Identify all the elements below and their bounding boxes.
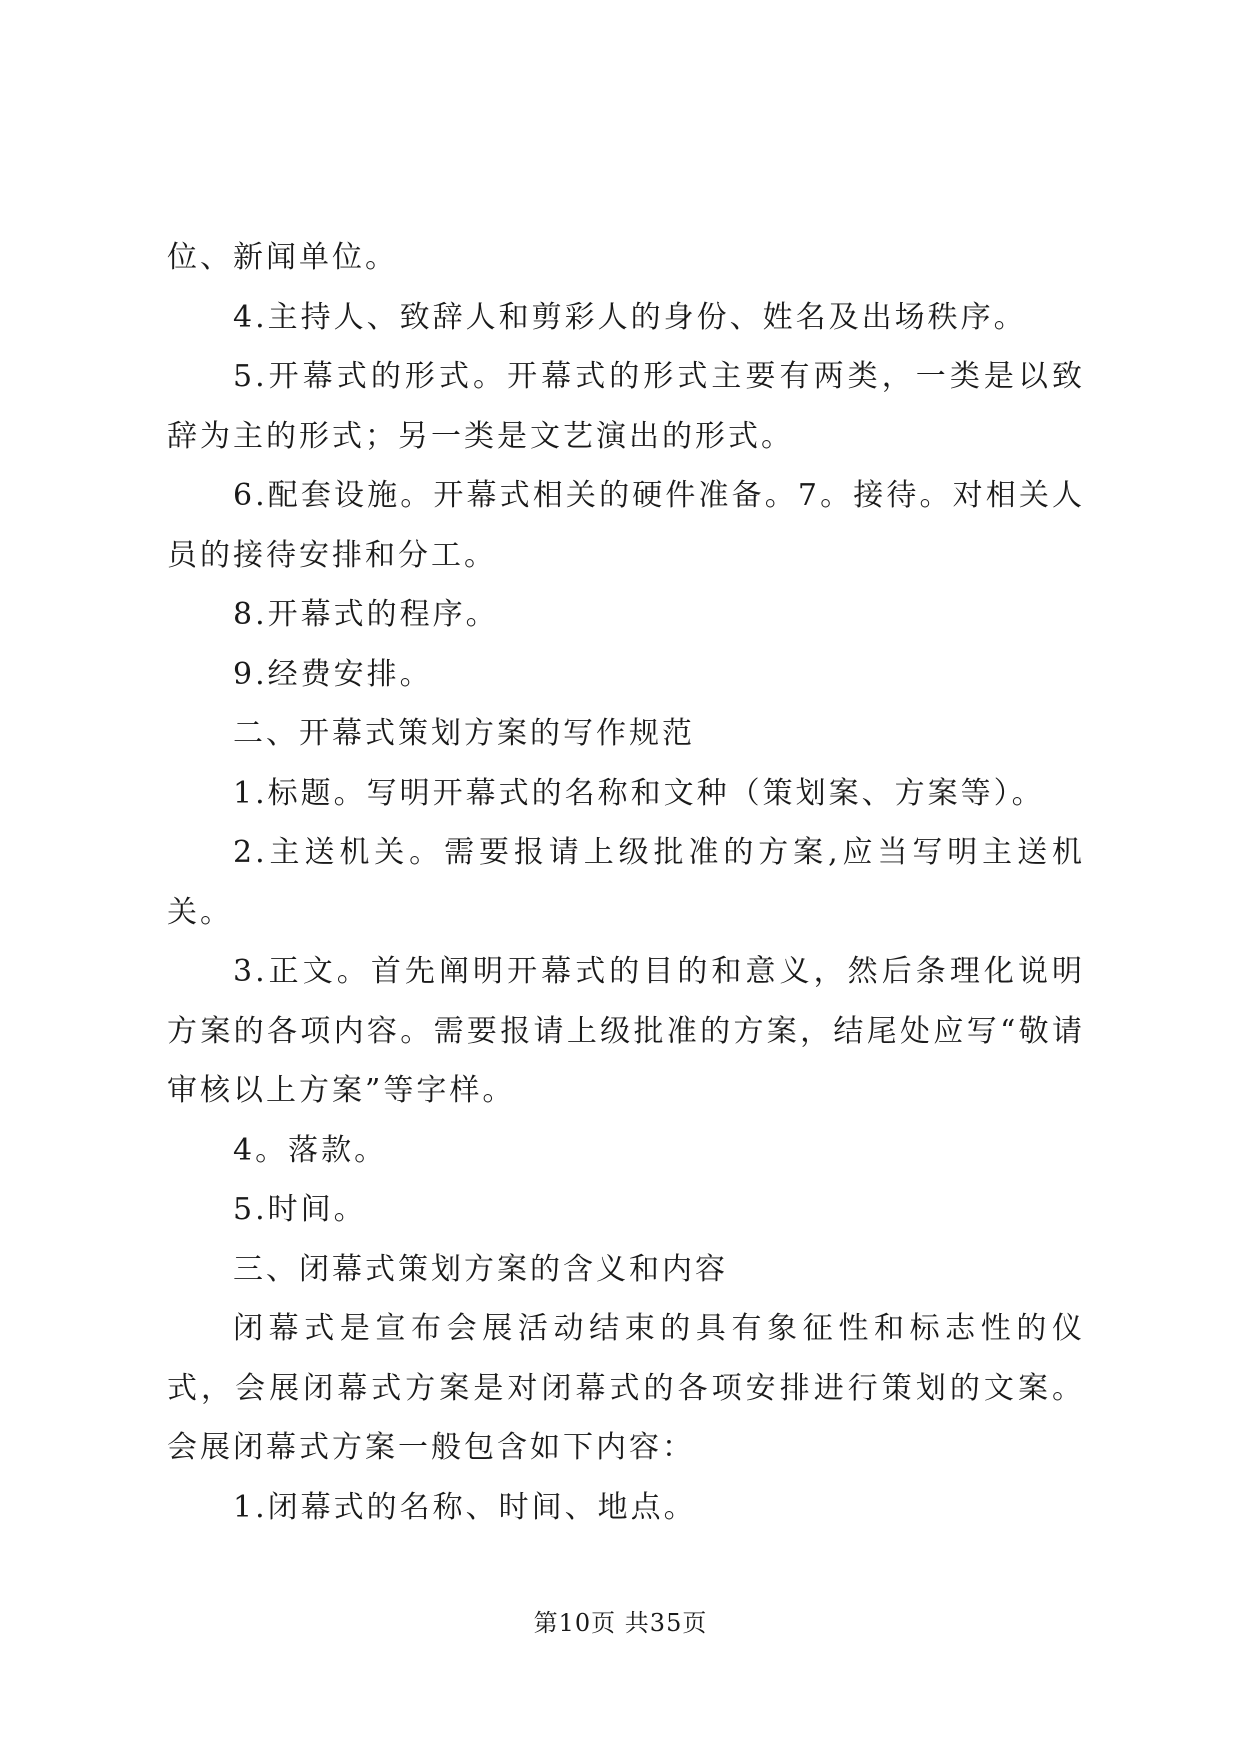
paragraph-item-5: 5.开幕式的形式。开幕式的形式主要有两类，一类是以致辞为主的形式；另一类是文艺演出的形式。 bbox=[167, 359, 1085, 454]
paragraph-spec-4: 4。落款。 bbox=[233, 1132, 388, 1168]
paragraph-item-8: 8.开幕式的程序。 bbox=[233, 597, 499, 632]
paragraph-closing-item-1: 1.闭幕式的名称、时间、地点。 bbox=[233, 1489, 697, 1525]
page-number-footer: 第10页 共35页 bbox=[533, 1609, 708, 1637]
paragraph-spec-3: 3.正文。首先阐明开幕式的目的和意义，然后条理化说明方案的各项内容。需要报请上级批准的方案，结尾处应写“敬请审核以上方案”等字样。 bbox=[167, 954, 1085, 1108]
paragraph-spec-5: 5.时间。 bbox=[233, 1192, 367, 1227]
paragraph-spec-2: 2.主送机关。需要报请上级批准的方案,应当写明主送机关。 bbox=[167, 835, 1085, 930]
paragraph-item-4: 4.主持人、致辞人和剪彩人的身份、姓名及出场秩序。 bbox=[233, 299, 1027, 335]
paragraph-item-6-7: 6.配套设施。开幕式相关的硬件准备。7。接待。对相关人员的接待安排和分工。 bbox=[167, 478, 1085, 573]
paragraph-continuation: 位、新闻单位。 bbox=[167, 240, 398, 275]
section-heading-3: 三、闭幕式策划方案的含义和内容 bbox=[233, 1251, 728, 1287]
paragraph-spec-1: 1.标题。写明开幕式的名称和文种（策划案、方案等）。 bbox=[233, 775, 1045, 811]
paragraph-item-9: 9.经费安排。 bbox=[233, 656, 433, 692]
document-body bbox=[167, 228, 1085, 1537]
paragraph-closing-definition: 闭幕式是宣布会展活动结束的具有象征性和标志性的仪式，会展闭幕式方案是对闭幕式的各项安排进行策划的文案。会展闭幕式方案一般包含如下内容： bbox=[167, 1311, 1085, 1465]
section-heading-2: 二、开幕式策划方案的写作规范 bbox=[233, 716, 695, 751]
